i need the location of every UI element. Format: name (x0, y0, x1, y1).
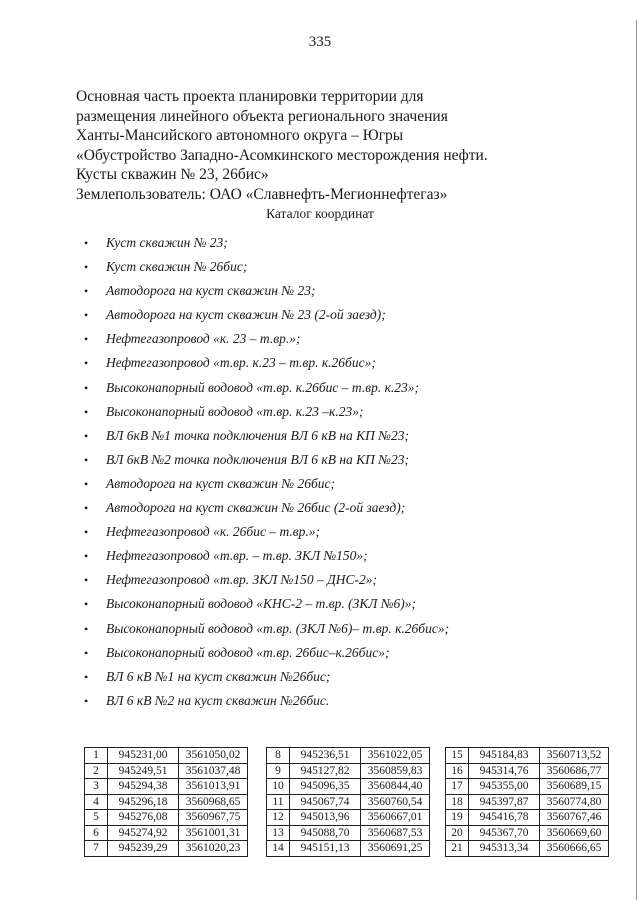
object-list (84, 234, 449, 716)
point-number-cell: 15 (446, 748, 469, 764)
x-coordinate-cell: 945127,82 (290, 763, 361, 779)
list-item (84, 379, 449, 403)
y-coordinate-cell: 3561022,05 (361, 748, 430, 764)
list-item-text: ВЛ 6кВ №2 точка подключения ВЛ 6 кВ на КП №23; (106, 451, 409, 467)
point-number-cell: 11 (267, 794, 290, 810)
y-coordinate-cell: 3560667,01 (361, 810, 430, 826)
coordinates-table-3 (445, 747, 609, 857)
catalog-heading: Каталог координат (266, 206, 374, 221)
x-coordinate-cell: 945296,18 (108, 794, 179, 810)
point-number-cell: 19 (446, 810, 469, 826)
x-coordinate-cell: 945276,08 (108, 810, 179, 826)
list-item (84, 451, 449, 475)
page-number: 335 (308, 34, 332, 50)
table-row (85, 825, 248, 841)
list-item-text: Нефтегазопровод «т.вр. ЗКЛ №150 – ДНС-2»; (106, 572, 377, 588)
bullet-icon: • (84, 356, 89, 371)
y-coordinate-cell: 3560967,75 (179, 810, 248, 826)
x-coordinate-cell: 945314,76 (469, 763, 540, 779)
y-coordinate-cell: 3561037,48 (179, 763, 248, 779)
list-item (84, 547, 449, 571)
x-coordinate-cell: 945313,34 (469, 841, 540, 857)
bullet-icon: • (84, 597, 89, 612)
list-item-text: Высоконапорный водовод «т.вр. (ЗКЛ №6)– т.вр. к.26бис»; (106, 620, 450, 636)
list-item (84, 595, 449, 619)
list-item (84, 644, 449, 668)
y-coordinate-cell: 3560687,53 (361, 825, 430, 841)
bullet-icon: • (84, 645, 89, 660)
x-coordinate-cell: 945236,51 (290, 748, 361, 764)
table-row (85, 794, 248, 810)
point-number-cell: 7 (85, 841, 108, 857)
table-row (446, 794, 609, 810)
title-line: «Обустройство Западно-Асомкинского месторождения нефти. (76, 146, 488, 164)
bullet-icon: • (84, 404, 89, 419)
y-coordinate-cell: 3561020,23 (179, 841, 248, 857)
bullet-icon: • (84, 332, 89, 347)
list-item-text: Высоконапорный водовод «т.вр. к.23 –к.23»; (106, 403, 364, 419)
y-coordinate-cell: 3560689,15 (540, 779, 609, 795)
point-number-cell: 6 (85, 825, 108, 841)
coordinates-table-1 (84, 747, 248, 857)
list-item (84, 692, 449, 716)
bullet-icon: • (84, 621, 89, 636)
y-coordinate-cell: 3560669,60 (540, 825, 609, 841)
list-item (84, 234, 449, 258)
x-coordinate-cell: 945249,51 (108, 763, 179, 779)
list-item (84, 258, 449, 282)
point-number-cell: 14 (267, 841, 290, 857)
bullet-icon: • (84, 452, 89, 467)
list-item (84, 306, 449, 330)
list-item-text: ВЛ 6 кВ №1 на куст скважин №26бис; (106, 668, 331, 684)
bullet-icon: • (84, 693, 89, 708)
bullet-icon: • (84, 284, 89, 299)
y-coordinate-cell: 3560686,77 (540, 763, 609, 779)
x-coordinate-cell: 945067,74 (290, 794, 361, 810)
table-row (267, 763, 430, 779)
list-item-text: Автодорога на куст скважин № 26бис (2-ой заезд); (106, 500, 406, 516)
table-row (267, 825, 430, 841)
title-line: Основная часть проекта планировки территории для (76, 88, 424, 105)
point-number-cell: 8 (267, 748, 290, 764)
list-item-text: Автодорога на куст скважин № 26бис; (106, 475, 335, 491)
list-item-text: Куст скважин № 23; (106, 235, 228, 250)
list-item-text: Нефтегазопровод «к. 26бис – т.вр.»; (106, 524, 320, 540)
table-row (85, 810, 248, 826)
table-row (267, 779, 430, 795)
list-item (84, 499, 449, 523)
list-item (84, 475, 449, 499)
scan-edge-line (636, 20, 637, 900)
list-item (84, 668, 449, 692)
point-number-cell: 4 (85, 794, 108, 810)
point-number-cell: 10 (267, 779, 290, 795)
x-coordinate-cell: 945274,92 (108, 825, 179, 841)
x-coordinate-cell: 945397,87 (469, 794, 540, 810)
coordinates-table-2 (266, 747, 430, 857)
y-coordinate-cell: 3561013,91 (179, 779, 248, 795)
y-coordinate-cell: 3560859,83 (361, 763, 430, 779)
point-number-cell: 16 (446, 763, 469, 779)
document-title (76, 87, 488, 204)
table-row (446, 841, 609, 857)
table-row (267, 748, 430, 764)
y-coordinate-cell: 3561001,31 (179, 825, 248, 841)
y-coordinate-cell: 3560767,46 (540, 810, 609, 826)
title-line: размещения линейного объекта регионального значения (76, 107, 448, 125)
list-item (84, 571, 449, 595)
point-number-cell: 12 (267, 810, 290, 826)
point-number-cell: 1 (85, 748, 108, 764)
title-line: Кусты скважин № 23, 26бис» (76, 166, 269, 183)
x-coordinate-cell: 945151,13 (290, 841, 361, 857)
list-item-text: Высоконапорный водовод «КНС-2 – т.вр. (ЗКЛ №6)»; (106, 596, 417, 612)
bullet-icon: • (84, 573, 89, 588)
bullet-icon: • (84, 236, 89, 250)
list-item-text: Нефтегазопровод «т.вр. к.23 – т.вр. к.26бис»; (106, 355, 376, 371)
table-row (446, 763, 609, 779)
bullet-icon: • (84, 669, 89, 684)
point-number-cell: 3 (85, 779, 108, 795)
bullet-icon: • (84, 476, 89, 491)
list-item (84, 403, 449, 427)
x-coordinate-cell: 945367,70 (469, 825, 540, 841)
point-number-cell: 5 (85, 810, 108, 826)
list-item (84, 282, 449, 306)
table-row (85, 841, 248, 857)
point-number-cell: 13 (267, 825, 290, 841)
x-coordinate-cell: 945355,00 (469, 779, 540, 795)
list-item-text: Автодорога на куст скважин № 23 (2-ой заезд); (106, 307, 386, 323)
list-item-text: Нефтегазопровод «т.вр. – т.вр. ЗКЛ №150»; (106, 548, 368, 564)
x-coordinate-cell: 945294,38 (108, 779, 179, 795)
table-row (85, 748, 248, 764)
x-coordinate-cell: 945088,70 (290, 825, 361, 841)
table-row (85, 779, 248, 795)
list-item-text: ВЛ 6кВ №1 точка подключения ВЛ 6 кВ на КП №23; (106, 427, 409, 443)
bullet-icon: • (84, 525, 89, 540)
bullet-icon: • (84, 260, 89, 275)
x-coordinate-cell: 945184,83 (469, 748, 540, 764)
point-number-cell: 17 (446, 779, 469, 795)
y-coordinate-cell: 3560968,65 (179, 794, 248, 810)
bullet-icon: • (84, 428, 89, 443)
list-item-text: Куст скважин № 26бис; (106, 259, 248, 275)
list-item-text: Высоконапорный водовод «т.вр. 26бис–к.26бис»; (106, 644, 390, 660)
x-coordinate-cell: 945096,35 (290, 779, 361, 795)
table-row (267, 841, 430, 857)
list-item-text: Автодорога на куст скважин № 23; (106, 283, 316, 299)
point-number-cell: 9 (267, 763, 290, 779)
table-row (446, 748, 609, 764)
x-coordinate-cell: 945231,00 (108, 748, 179, 764)
table-row (446, 825, 609, 841)
list-item (84, 330, 449, 354)
bullet-icon: • (84, 308, 89, 323)
title-line: Ханты-Мансийского автономного округа – Югры (76, 127, 404, 144)
table-row (267, 794, 430, 810)
y-coordinate-cell: 3560844,40 (361, 779, 430, 795)
y-coordinate-cell: 3560691,25 (361, 841, 430, 857)
y-coordinate-cell: 3561050,02 (179, 748, 248, 764)
list-item (84, 354, 449, 378)
table-row (267, 810, 430, 826)
list-item-text: ВЛ 6 кВ №2 на куст скважин №26бис. (106, 692, 330, 708)
point-number-cell: 18 (446, 794, 469, 810)
point-number-cell: 20 (446, 825, 469, 841)
x-coordinate-cell: 945013,96 (290, 810, 361, 826)
table-row (446, 810, 609, 826)
list-item-text: Высоконапорный водовод «т.вр. к.26бис – т.вр. к.23»; (106, 379, 420, 395)
y-coordinate-cell: 3560713,52 (540, 748, 609, 764)
x-coordinate-cell: 945416,78 (469, 810, 540, 826)
point-number-cell: 21 (446, 841, 469, 857)
y-coordinate-cell: 3560774,80 (540, 794, 609, 810)
table-row (446, 779, 609, 795)
list-item (84, 620, 449, 644)
list-item-text: Нефтегазопровод «к. 23 – т.вр.»; (106, 331, 301, 347)
bullet-icon: • (84, 549, 89, 564)
table-row (85, 763, 248, 779)
list-item (84, 523, 449, 547)
bullet-icon: • (84, 501, 89, 516)
y-coordinate-cell: 3560666,65 (540, 841, 609, 857)
bullet-icon: • (84, 380, 89, 395)
point-number-cell: 2 (85, 763, 108, 779)
y-coordinate-cell: 3560760,54 (361, 794, 430, 810)
x-coordinate-cell: 945239,29 (108, 841, 179, 857)
land-user-line: Землепользователь: ОАО «Славнефть-Мегионнефтегаз» (76, 185, 448, 203)
list-item (84, 427, 449, 451)
